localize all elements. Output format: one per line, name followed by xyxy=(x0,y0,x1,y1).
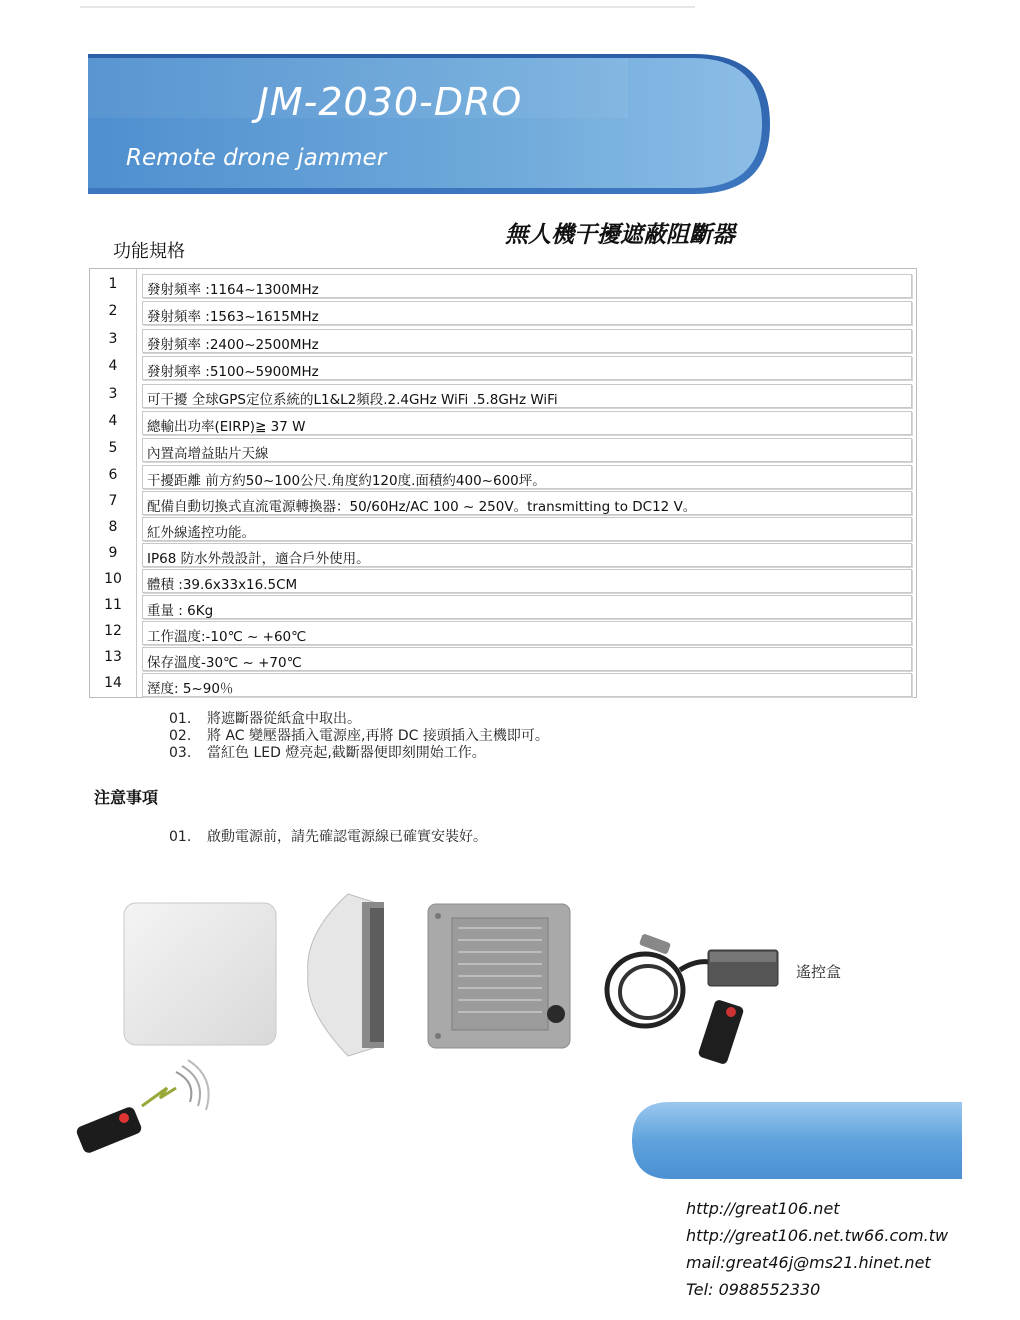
spec-cell xyxy=(142,595,912,619)
spec-row xyxy=(90,463,916,489)
top-divider xyxy=(80,6,695,8)
email-text[interactable]: mail:great46j@ms21.hinet.net xyxy=(686,1253,931,1272)
spec-row xyxy=(90,436,916,462)
spec-cell xyxy=(142,384,912,408)
spec-row xyxy=(90,299,916,325)
spec-text: 紅外線遙控功能。 xyxy=(147,525,255,541)
spec-row xyxy=(90,354,916,380)
spec-text: 保存溫度-30℃ ~ +70℃ xyxy=(147,655,302,671)
spec-number: 6 xyxy=(108,467,118,483)
spec-cell xyxy=(142,621,912,645)
spec-row xyxy=(90,567,916,593)
spec-cell xyxy=(142,647,912,671)
spec-number: 3 xyxy=(108,331,118,347)
spec-text: 重量 : 6Kg xyxy=(147,603,214,619)
spec-text: 內置高增益貼片天線 xyxy=(147,446,269,462)
banner-shape xyxy=(88,52,770,197)
spec-text: 發射頻率 :1563~1615MHz xyxy=(147,309,319,325)
remote-box-image xyxy=(600,930,790,1070)
spec-row xyxy=(90,619,916,645)
spec-number: 4 xyxy=(108,413,118,429)
spec-text: 可干擾 全球GPS定位系統的L1&L2頻段.2.4GHz WiFi .5.8GHz WiFi xyxy=(147,392,558,408)
note-number: 01. xyxy=(169,829,192,845)
spec-number: 13 xyxy=(104,649,122,665)
spec-row xyxy=(90,272,916,298)
spec-number: 9 xyxy=(108,545,118,561)
decorative-blue-bar xyxy=(632,1102,962,1179)
spec-number: 8 xyxy=(108,519,118,535)
contact-info xyxy=(686,1195,948,1303)
setup-steps xyxy=(169,711,549,762)
spec-row xyxy=(90,671,916,697)
spec-row xyxy=(90,541,916,567)
spec-number: 3 xyxy=(108,386,118,402)
spec-number: 11 xyxy=(104,597,122,613)
jammer-front-image xyxy=(118,897,283,1052)
step-number: 03. xyxy=(169,745,192,761)
spec-text: 配備自動切換式直流電源轉換器：50/60Hz/AC 100 ~ 250V。transmitting to DC12 V。 xyxy=(147,499,697,515)
spec-text: 工作溫度:-10℃ ~ +60℃ xyxy=(147,629,307,645)
spec-row xyxy=(90,593,916,619)
spec-heading: 功能規格 xyxy=(113,241,185,262)
spec-number: 2 xyxy=(108,303,118,319)
spec-cell xyxy=(142,274,912,298)
spec-number: 7 xyxy=(108,493,118,509)
spec-row xyxy=(90,409,916,435)
spec-cell xyxy=(142,517,912,541)
spec-number: 1 xyxy=(108,276,118,292)
title-banner xyxy=(88,52,770,197)
spec-number: 14 xyxy=(104,675,122,691)
spec-cell xyxy=(142,491,912,515)
step-text: 將遮斷器從紙盒中取出。 xyxy=(207,711,361,727)
spec-number: 12 xyxy=(104,623,122,639)
note-item xyxy=(169,826,487,846)
phone-text: Tel: 0988552330 xyxy=(686,1280,821,1299)
spec-text: IP68 防水外殼設計，適合戶外使用。 xyxy=(147,551,370,567)
list-item xyxy=(169,728,549,745)
product-subtitle: Remote drone jammer xyxy=(126,145,387,171)
spec-text: 干擾距離 前方約50~100公尺.角度約120度.面積約400~600坪。 xyxy=(147,473,546,489)
list-item xyxy=(169,745,549,762)
notes-heading: 注意事項 xyxy=(94,788,159,807)
spec-text: 體積 :39.6x33x16.5CM xyxy=(147,577,298,593)
remote-box-label: 遙控盒 xyxy=(796,963,842,981)
spec-cell xyxy=(142,438,912,462)
spec-cell xyxy=(142,329,912,353)
spec-text: 發射頻率 :1164~1300MHz xyxy=(147,282,319,298)
spec-row xyxy=(90,382,916,408)
spec-row xyxy=(90,645,916,671)
step-number: 01. xyxy=(169,711,192,727)
step-number: 02. xyxy=(169,728,192,744)
spec-cell xyxy=(142,301,912,325)
spec-text: 發射頻率 :2400~2500MHz xyxy=(147,337,319,353)
step-text: 將 AC 變壓器插入電源座,再將 DC 接頭插入主機即可。 xyxy=(207,728,549,744)
spec-number: 4 xyxy=(108,358,118,374)
spec-cell xyxy=(142,411,912,435)
spec-row xyxy=(90,515,916,541)
spec-row xyxy=(90,489,916,515)
website-link-1[interactable]: http://great106.net xyxy=(686,1199,840,1218)
jammer-side-image xyxy=(300,890,395,1060)
product-model-title: JM-2030-DRO xyxy=(257,80,523,124)
spec-text: 總輸出功率(EIRP)≧ 37 W xyxy=(147,419,306,435)
spec-cell xyxy=(142,673,912,697)
list-item xyxy=(169,711,549,728)
spec-text: 發射頻率 :5100~5900MHz xyxy=(147,364,319,380)
remote-control-image xyxy=(72,1058,217,1158)
spec-cell xyxy=(142,356,912,380)
jammer-back-image xyxy=(424,900,574,1052)
spec-cell xyxy=(142,543,912,567)
website-link-2[interactable]: http://great106.net.tw66.com.tw xyxy=(686,1226,949,1245)
step-text: 當紅色 LED 燈亮起,截斷器便即刻開始工作。 xyxy=(207,745,486,761)
spec-number: 5 xyxy=(108,440,118,456)
spec-number: 10 xyxy=(104,571,122,587)
spec-cell xyxy=(142,569,912,593)
chinese-product-title: 無人機干擾遮蔽阻斷器 xyxy=(505,222,735,248)
spec-cell xyxy=(142,465,912,489)
spec-row xyxy=(90,327,916,353)
spec-table xyxy=(89,268,917,698)
note-text: 啟動電源前，請先確認電源線已確實安裝好。 xyxy=(207,829,487,845)
spec-text: 溼度: 5~90％ xyxy=(147,681,234,697)
